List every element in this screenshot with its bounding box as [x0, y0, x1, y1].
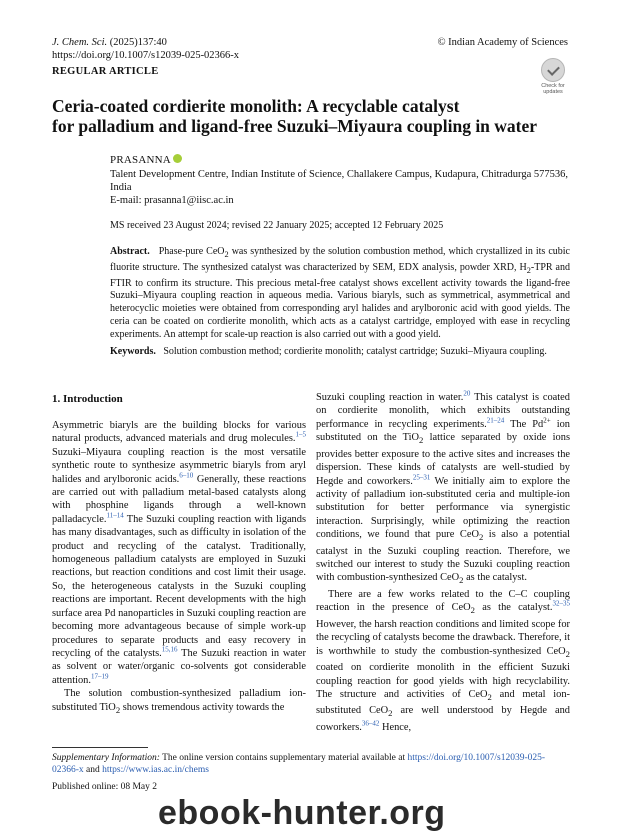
check-for-updates-badge[interactable] — [538, 58, 568, 95]
check-updates-icon — [541, 58, 565, 82]
subscript: 2 — [478, 532, 484, 543]
text-run: Suzuki–Miyaura coupling reaction is the most versatile synthetic route to synthesize asymmetric biaryls from aryl halides and arylboronic acids. — [52, 446, 306, 485]
subscript: 2 — [419, 435, 424, 446]
article-doi[interactable]: https://doi.org/10.1007/s12039-025-02366-x — [52, 50, 240, 61]
text-run: Generally, these reactions are carried out with palladium metal-based catalysts along with phosphine ligands through a well-known palladacycle. — [52, 473, 306, 525]
journal-name: J. Chem. Sci. — [52, 37, 108, 48]
keywords-label: Keywords. — [110, 346, 156, 357]
footnote-label: Supplementary Information: — [52, 753, 160, 763]
text-run: Hence, — [379, 721, 412, 733]
footnote — [52, 752, 570, 776]
title-line-2: for palladium and ligand-free Suzuki–Miyaura coupling in water — [52, 116, 538, 136]
body-column-left — [52, 419, 306, 717]
text-run: as the catalyst. — [463, 572, 527, 584]
text-run: are well understood by Hegde and coworkers. — [316, 705, 570, 733]
text-run: is also a potential catalyst in the Suzuki coupling reaction. Therefore, we switched our interest to study the Suzuki coupling reaction with combustion-synthesized CeO — [316, 529, 571, 584]
ref-link[interactable]: 11–14 — [106, 511, 124, 520]
ref-link[interactable]: 1–5 — [295, 430, 306, 439]
subscript: 2 — [526, 265, 531, 275]
journal-website-link[interactable]: https://www.ias.ac.in/chems — [102, 765, 209, 775]
article-title — [52, 96, 572, 136]
text-run: Asymmetric biaryls are the building blocks for various natural products, advanced materials and drug molecules. — [52, 420, 306, 445]
watermark: ebook-hunter.org — [158, 794, 446, 832]
section-heading: 1. Introduction — [52, 393, 123, 405]
text-run: shows tremendous activity towards the — [120, 701, 285, 713]
text-run: There are a few works related to the C–C coupling reaction in the presence of CeO — [316, 588, 570, 614]
journal-citation — [52, 36, 167, 49]
abstract-text-1: Phase-pure CeO — [158, 246, 225, 257]
ref-link[interactable]: 21–24 — [486, 416, 505, 425]
text-run: The solution combustion-synthesized palladium ion-substituted TiO — [52, 688, 306, 713]
supplementary-link[interactable]: https://doi.org/10.1007/s12039-025-02366-x — [52, 753, 546, 775]
affiliation: Talent Development Centre, Indian Institute of Science, Challakere Campus, Kudapura, Chitradurga 577536, India — [110, 169, 569, 193]
text-run: This catalyst is coated on cordierite monolith, which exhibits outstanding performance in recycling experiments. — [316, 392, 570, 430]
paragraph — [52, 687, 306, 717]
abstract-text-3: -TPR and FTIR to confirm its structure. This precious metal-free catalyst shows excellent activity towards the ligand-free Suzuki–Miyaura coupling reaction in aqueous media. Various biaryls, such as symmetrical, asymmetrical and heterocyclic moieties were obtained from corresponding aryl halides and arylboronic acid with good yields. The ceria can be coated on cordierite monolith, which acts as a catalyst cartridge, employed with ease in recycling experiments. An attempt for scale-up reaction is also carried out with a good yield. — [110, 261, 571, 340]
footnote-divider — [52, 747, 148, 748]
ref-link[interactable]: 32–35 — [552, 599, 570, 608]
text-run: The Suzuki reaction in water as solvent or water/organic co-solvents got considerable attention. — [52, 647, 306, 686]
ref-link[interactable]: 20 — [463, 389, 471, 398]
ref-link[interactable]: 17–19 — [90, 672, 109, 681]
text-run: The Pd — [504, 418, 544, 430]
text-run: However, the harsh reaction conditions and limited scope for the recycling of catalysts become the drawback. Therefore, it is worthwhile to study the combustion-synthesized CeO — [316, 618, 570, 657]
abstract — [110, 246, 570, 342]
footnote-and: and — [83, 765, 103, 775]
paragraph — [52, 419, 306, 687]
text-run: lattice separated by oxide ions provides better exposure to the active sites and increases the dispersion. These kinds of catalysts are well-studied by Hegde and coworkers. — [316, 432, 570, 487]
ref-link[interactable]: 6–10 — [179, 471, 194, 480]
text-run: ion substituted on the TiO — [316, 418, 570, 444]
text-run: The Suzuki coupling reaction with ligands has many disadvantages, such as difficulty in isolation of the product and recycling of the catalyst. Traditionally, homogeneous palladium catalysts are employed in Suzuki reactions, but reaction conditions and cost limit their usage. So, the heterogeneous catalysts in the Suzuki coupling reactions are important. Recent developments with the high surface area Pd nanoparticles in Suzuki coupling reaction are becoming more advantageous because of simple work-up procedures to separate products and easy recovery in recycling of the catalysts. — [52, 513, 306, 659]
footnote-text: The online version contains supplementary material available at — [159, 753, 408, 763]
title-line-1: Ceria-coated cordierite monolith: A recyclable catalyst — [52, 96, 460, 116]
paragraph — [316, 391, 570, 588]
check-updates-label: Check for updates — [541, 83, 565, 95]
text-run: Suzuki coupling reaction in water. — [316, 392, 464, 403]
abstract-text-2: was synthesized by the solution combustion method, which crystallized in its cubic fluorite structure. The synthesized catalyst was characterized by SEM, EDX analysis, powder XRD, H — [110, 246, 570, 273]
journal-volume: (2025)137:40 — [107, 37, 167, 48]
subscript: 2 — [115, 704, 121, 715]
author-email[interactable]: E-mail: prasanna1@iisc.ac.in — [110, 195, 234, 206]
author — [110, 154, 182, 166]
ref-link[interactable]: 25–31 — [412, 473, 431, 482]
subscript: 2 — [388, 708, 393, 719]
ref-link[interactable]: 36–42 — [361, 719, 380, 728]
abstract-label: Abstract. — [110, 246, 150, 257]
author-name: PRASANNA — [110, 154, 171, 166]
text-run: and metal ion-substituted CeO — [316, 688, 570, 717]
subscript: 2 — [565, 648, 570, 659]
publisher-copyright: © Indian Academy of Sciences — [437, 37, 568, 48]
text-run: We initially aim to explore the activity of palladium ion-substituted ceria and multiple-ion substitution for better performance via synergistic interaction. Surprisingly, while optimizing the reaction conditions, we found that pure CeO — [316, 475, 570, 541]
orcid-icon[interactable] — [173, 154, 182, 163]
subscript: 2 — [487, 692, 492, 702]
text-run: coated on cordierite monolith in the efficient Suzuki coupling reaction for good yields with high recyclability. The structure and activities of CeO — [316, 662, 570, 700]
paragraph — [316, 588, 570, 734]
body-column-right — [316, 391, 570, 734]
charge-superscript: 2+ — [543, 416, 551, 425]
keywords — [110, 346, 570, 359]
subscript: 2 — [470, 605, 475, 616]
published-date: Published online: 08 May 2 — [52, 782, 158, 792]
text-run: as the catalyst. — [474, 602, 553, 614]
subscript: 2 — [224, 250, 229, 259]
received-dates: MS received 23 August 2024; revised 22 January 2025; accepted 12 February 2025 — [110, 220, 444, 231]
ref-link[interactable]: 15,16 — [161, 645, 178, 654]
keywords-text: Solution combustion method; cordierite monolith; catalyst cartridge; Suzuki–Miyaura coupling. — [163, 346, 547, 357]
article-type: REGULAR ARTICLE — [52, 66, 159, 77]
subscript: 2 — [459, 575, 464, 586]
